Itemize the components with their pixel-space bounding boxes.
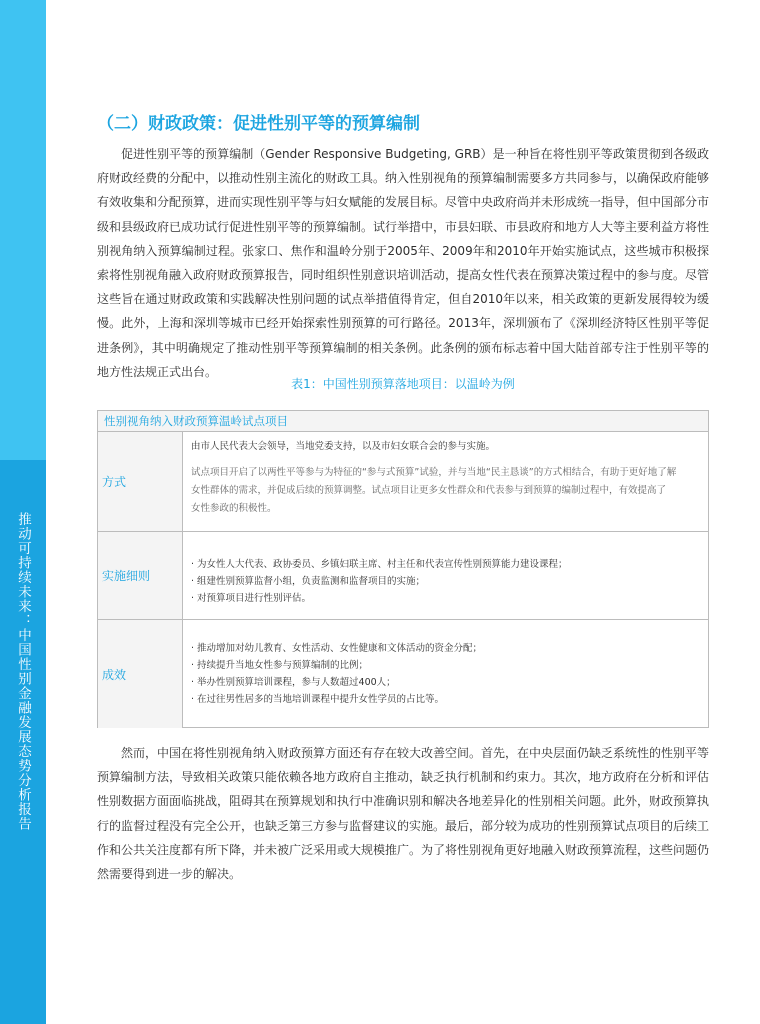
implementation-line-1: · 为女性人大代表、政协委员、乡镇妇联主席、村主任和代表宣传性别预算能力建设课程； bbox=[191, 559, 568, 570]
row-content-results bbox=[183, 620, 708, 728]
row-label-results: 成效 bbox=[98, 620, 183, 728]
method-line-1: 由市人民代表大会领导，当地党委支持，以及市妇女联合会的参与实施。 bbox=[191, 441, 496, 452]
sidebar-band-top bbox=[0, 0, 46, 460]
table-header: 性别视角纳入财政预算温岭试点项目 bbox=[98, 411, 708, 432]
implementation-line-3: · 对预算项目进行性别评估。 bbox=[191, 593, 312, 604]
results-line-4: · 在过往男性居多的当地培训课程中提升女性学员的占比等。 bbox=[191, 694, 445, 705]
body-paragraph-2: 然而，中国在将性别视角纳入财政预算方面还有存在较大改善空间。首先，在中央层面仍缺乏系统性的性别平等预算编制方法，导致相关政策只能依赖各地方政府自主推动，缺乏执行机制和约束力。其次，地方政府在分析和评估性别数据方面面临挑战，阻碍其在预算规划和执行中准确识别和解决各地差异化的性别相关问题。此外，财政预算执行的监督过程没有完全公开，也缺乏第三方参与监督建议的实施。最后，部分较为成功的性别预算试点项目的后续工作和公共关注度都有所下降，并未被广泛采用或大规模推广。为了将性别视角更好地融入财政预算流程，这些问题仍然需要得到进一步的解决。 bbox=[97, 746, 710, 882]
results-line-1: · 推动增加对幼儿教育、女性活动、女性健康和文体活动的资金分配； bbox=[191, 643, 483, 654]
method-detail-line-3: 女性参政的积极性。 bbox=[191, 503, 277, 514]
results-line-2: · 持续提升当地女性参与预算编制的比例； bbox=[191, 660, 369, 671]
results-line-3: · 举办性别预算培训课程，参与人数超过400人； bbox=[191, 677, 396, 688]
table-row-results bbox=[98, 620, 708, 728]
table-caption: 表1：中国性别预算落地项目：以温岭为例 bbox=[291, 377, 515, 391]
report-running-title: 推动可持续未来：中国性别金融发展态势分析报告 bbox=[15, 512, 31, 831]
row-content-implementation bbox=[183, 532, 708, 619]
method-detail-line-1: 试点项目开启了以两性平等参与为特征的“参与式预算”试验，并与当地“民主恳谈”的方式相结合，有助于更好地了解 bbox=[191, 467, 677, 478]
sidebar-band bbox=[0, 0, 46, 1024]
section-heading: （二）财政政策：促进性别平等的预算编制 bbox=[97, 114, 420, 134]
implementation-line-2: · 组建性别预算监督小组，负责监测和监督项目的实施； bbox=[191, 576, 426, 587]
row-label-method: 方式 bbox=[98, 432, 183, 531]
table-row-method bbox=[98, 432, 708, 532]
method-detail-line-2: 女性群体的需求，并促成后续的预算调整。试点项目让更多女性群众和代表参与到预算的编制过程中，有效提高了 bbox=[191, 485, 667, 496]
table-row-implementation bbox=[98, 532, 708, 620]
row-label-implementation: 实施细则 bbox=[98, 532, 183, 619]
body-paragraph-1: 促进性别平等的预算编制（Gender Responsive Budgeting, GRB）是一种旨在将性别平等政策贯彻到各级政府财政经费的分配中，以推动性别主流化的财政工具。纳入性别视角的预算编制需要多方共同参与，以确保政府能够有效收集和分配预算，进而实现性别平等与妇女赋能的发展目标。尽管中央政府尚并未形成统一指导，但中国部分市级和县级政府已成功试行促进性别平等的预算编制。试行举措中，市县妇联、市县政府和地方人大等主要利益方将性别视角纳入预算编制过程。张家口、焦作和温岭分别于2005年、2009年和2010年开始实施试点，这些城市积极探索将性别视角融入政府财政预算报告，同时组织性别意识培训活动，提高女性代表在预算决策过程中的参与度。尽管这些旨在通过财政政策和实践解决性别问题的试点举措值得肯定，但自2010年以来，相关政策的更新发展得较为缓慢。此外，上海和深圳等城市已经开始探索性别预算的可行路径。2013年，深圳颁布了《深圳经济特区性别平等促进条例》，其中明确规定了推动性别平等预算编制的相关条例。此条例的颁布标志着中国大陆首部专注于性别平等的地方性法规正式出台。 bbox=[97, 147, 710, 379]
row-content-method bbox=[183, 432, 708, 531]
pilot-project-table bbox=[97, 410, 709, 728]
